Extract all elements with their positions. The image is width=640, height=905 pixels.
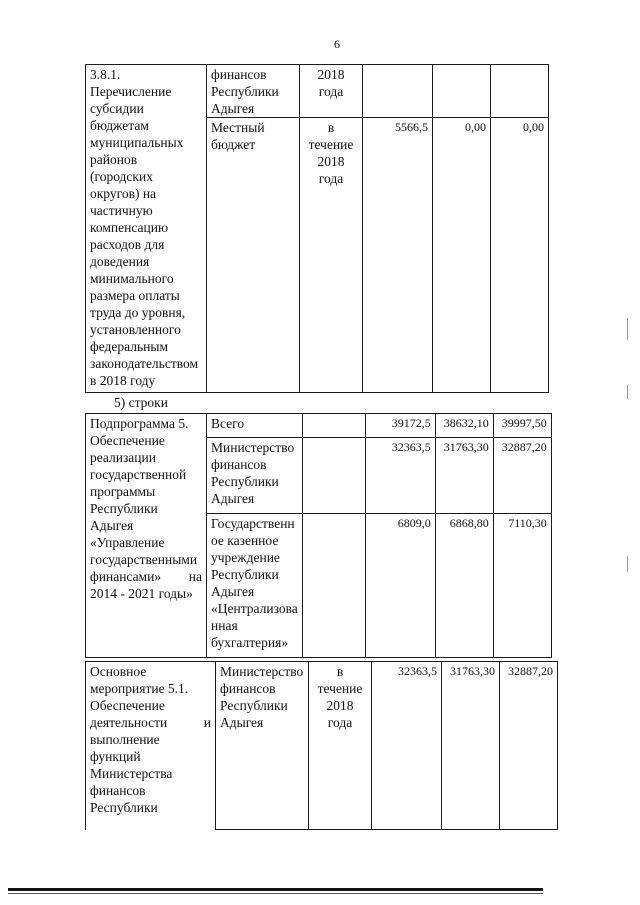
value-2019-cell: 6868,80: [435, 514, 493, 658]
table-row: [86, 414, 552, 438]
value-2019-cell: [433, 65, 491, 118]
item-line: деятельности и: [90, 715, 211, 730]
item-line: функций: [90, 749, 141, 764]
item-line: программы: [90, 484, 156, 499]
value-2019-cell: 0,00: [433, 118, 491, 393]
scan-artifact: [627, 318, 628, 340]
item-line: выполнение: [90, 732, 160, 747]
item-line: Министерства: [90, 766, 173, 781]
item-line: финансами» на: [90, 569, 202, 584]
value-2020-cell: 32887,20: [493, 438, 551, 514]
main-activity-table: [85, 661, 558, 830]
period-cell: в течение 2018 года: [309, 662, 372, 830]
item-line: «Управление: [90, 535, 165, 550]
value-2018-cell: 39172,5: [365, 414, 435, 438]
value-2020-cell: 0,00: [491, 118, 549, 393]
value-2019-cell: 31763,30: [435, 438, 493, 514]
table-row: [86, 65, 549, 118]
item-name-cell: [86, 662, 216, 830]
item-name-cell: [86, 414, 207, 658]
table-row: [86, 662, 558, 830]
item-line: Республики: [90, 501, 158, 516]
scan-bottom-edge: [8, 888, 543, 891]
value-2018-cell: 32363,5: [365, 438, 435, 514]
page-number: 6: [334, 37, 340, 51]
period-cell: [302, 438, 365, 514]
item-line: мероприятие 5.1.: [90, 681, 189, 696]
section-intertitle: 5) строки: [114, 395, 168, 410]
value-2020-cell: 39997,50: [493, 414, 551, 438]
item-line: реализации: [90, 450, 156, 465]
scan-bottom-edge: [8, 893, 543, 894]
source-cell: финансов Республики Адыгея: [207, 65, 300, 118]
subprogram-table: [85, 413, 552, 658]
period-cell: [302, 514, 365, 658]
source-cell: Государственн ое казенное учреждение Республики Адыгея «Централизова нная бухгалтерия»: [207, 514, 303, 658]
item-line: государственными: [90, 552, 198, 567]
value-2018-cell: 6809,0: [365, 514, 435, 658]
item-line: Подпрограмма 5.: [90, 416, 189, 431]
value-2019-cell: 38632,10: [435, 414, 493, 438]
value-2020-cell: 32887,20: [500, 662, 558, 830]
value-2020-cell: [491, 65, 549, 118]
subsidy-table: [85, 64, 549, 393]
value-2018-cell: [363, 65, 433, 118]
source-cell: Министерство финансов Республики Адыгея: [216, 662, 309, 830]
source-cell: Всего: [207, 414, 303, 438]
value-2020-cell: 7110,30: [493, 514, 551, 658]
value-2019-cell: 31763,30: [442, 662, 500, 830]
value-2018-cell: 32363,5: [372, 662, 442, 830]
period-cell: в течение 2018 года: [300, 118, 363, 393]
scan-artifact: [627, 556, 628, 572]
item-line: Основное: [90, 664, 147, 679]
item-line: Обеспечение: [90, 698, 165, 713]
item-line: 2014 - 2021 годы»: [90, 586, 193, 601]
scan-artifact: [627, 385, 628, 399]
source-cell: Местный бюджет: [207, 118, 300, 393]
value-2018-cell: 5566,5: [363, 118, 433, 393]
source-cell: Министерство финансов Республики Адыгея: [207, 438, 303, 514]
item-line: государственной: [90, 467, 187, 482]
item-line: Адыгея: [90, 518, 134, 533]
item-line: Республики: [90, 800, 158, 815]
period-cell: [302, 414, 365, 438]
item-line: Обеспечение: [90, 433, 165, 448]
item-line: финансов: [90, 783, 146, 798]
item-name-cell: 3.8.1. Перечисление субсидии бюджетам муниципальных районов (городских округов) на частичную компенсацию расходов для доведения минимального размера оплаты труда до уровня, установленного федеральным законодательством в 2018 году: [86, 65, 207, 393]
period-cell: 2018 года: [300, 65, 363, 118]
